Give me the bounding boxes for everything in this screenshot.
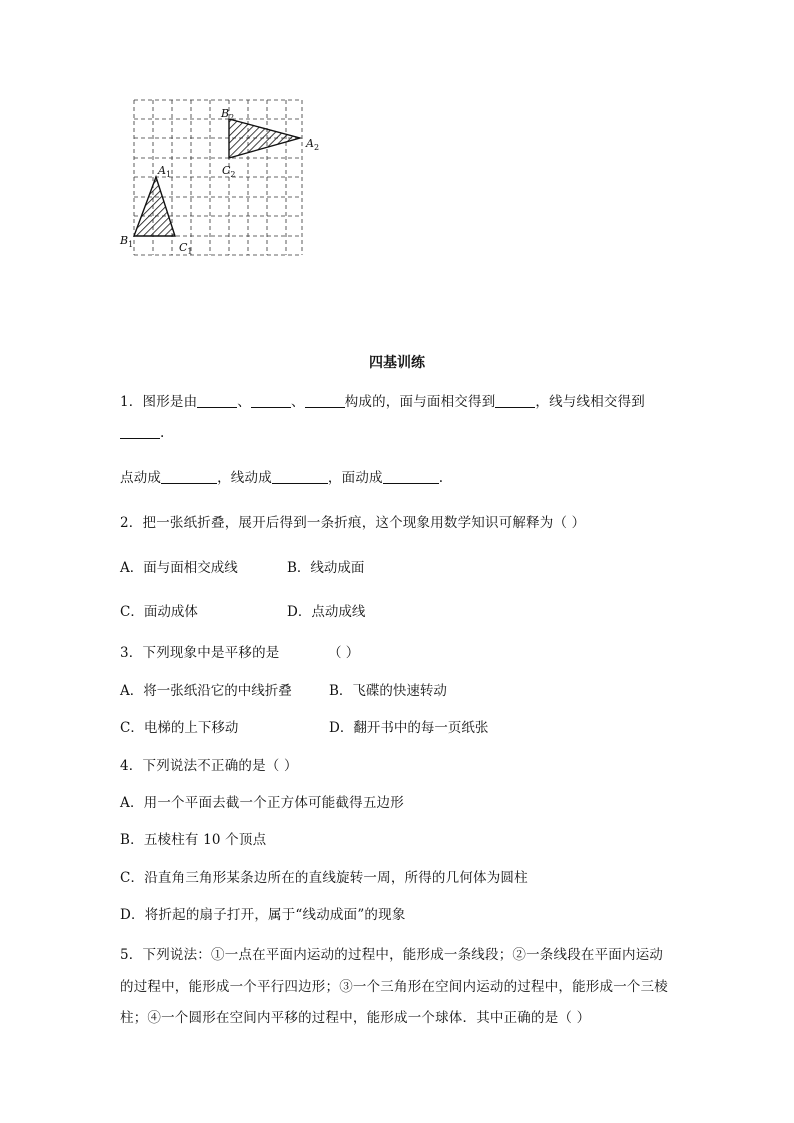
label-c2: $C_2$ [222, 164, 236, 179]
q1-point-motion: 点动成 [120, 470, 162, 486]
q3-stem-text: 3．下列现象中是平移的是 [120, 645, 280, 661]
q4-option-b: B．五棱柱有 10 个顶点 [120, 832, 267, 848]
question-1-line-3 [120, 466, 443, 486]
q2-option-c: C．面动成体 [120, 604, 198, 620]
q2-option-a: A．面与面相交成线 [120, 560, 238, 576]
label-a2: $A_2$ [306, 137, 320, 152]
triangle-a1b1c1 [134, 177, 175, 236]
q1-face-motion: ，面动成 [327, 470, 383, 486]
blank [197, 393, 237, 408]
q1-sep: 、 [237, 394, 251, 410]
blank [272, 469, 328, 484]
q4-option-d: D．将折起的扇子打开，属于“线动成面”的现象 [120, 907, 406, 923]
blank [495, 393, 535, 408]
q1-sep: 、 [291, 394, 305, 410]
blank [120, 424, 160, 439]
question-1-line-1 [120, 390, 645, 410]
q1-mid: 构成的，面与面相交得到 [344, 394, 496, 410]
q3-option-a: A．将一张纸沿它的中线折叠 [120, 683, 292, 699]
q1-prefix: 1．图形是由 [120, 394, 198, 410]
q3-option-c: C．电梯的上下移动 [120, 720, 239, 736]
blank [305, 393, 345, 408]
blank [383, 469, 439, 484]
q1-l3-end: . [438, 470, 444, 486]
question-3-stem [120, 641, 280, 661]
q4-option-a: A．用一个平面去截一个正方体可能截得五边形 [120, 795, 404, 811]
q1-line-motion: ，线动成 [217, 470, 272, 486]
q2-option-b: B．线动成面 [287, 560, 365, 576]
question-5-line-1: 5．下列说法：①一点在平面内运动的过程中，能形成一条线段；②一条线段在平面内运动 [120, 947, 664, 963]
q3-option-d: D．翻开书中的每一页纸张 [329, 720, 489, 736]
section-title: 四基训练 [369, 355, 425, 371]
label-b2: $B_2$ [221, 107, 235, 122]
q3-answer-paren: （ ） [328, 645, 360, 661]
question-5-line-2: 的过程中，能形成一个平行四边形；③一个三角形在空间内运动的过程中，能形成一个三棱 [120, 979, 668, 995]
question-4-stem: 4．下列说法不正确的是（ ） [120, 758, 298, 774]
q2-option-d: D．点动成线 [287, 604, 366, 620]
triangle-a2b2c2 [229, 119, 300, 158]
question-1-line-2 [120, 424, 165, 441]
label-c1: $C_1$ [179, 241, 193, 256]
blank [161, 469, 217, 484]
q4-option-c: C．沿直角三角形某条边所在的直线旋转一周，所得的几何体为圆柱 [120, 870, 528, 886]
q1-mid2: ，线与线相交得到 [535, 394, 646, 410]
question-2-stem: 2．把一张纸折叠，展开后得到一条折痕，这个现象用数学知识可解释为（ ） [120, 515, 586, 531]
q1-end: . [160, 425, 165, 441]
q3-option-b: B．飞碟的快速转动 [329, 683, 447, 699]
label-a1: $A_1$ [158, 164, 172, 179]
label-b1: $B_1$ [120, 234, 134, 249]
blank [251, 393, 291, 408]
question-5-line-3: 柱；④一个圆形在空间内平移的过程中，能形成一个球体．其中正确的是（ ） [120, 1010, 591, 1026]
grid-figure [110, 92, 320, 262]
